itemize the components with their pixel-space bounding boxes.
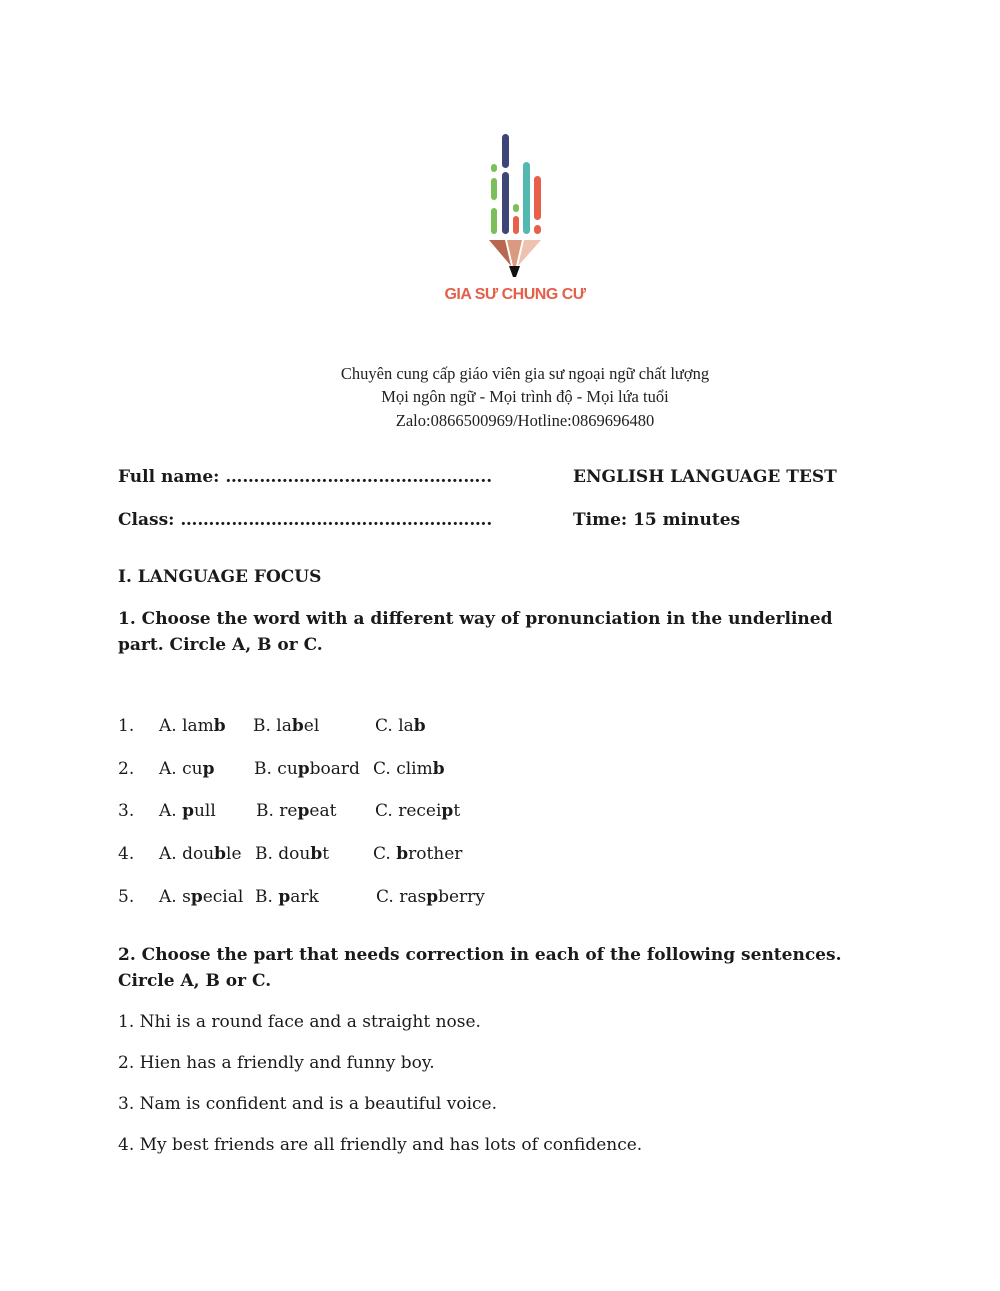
sentence-item: 1. Nhi is a round face and a straight nose. xyxy=(118,1012,481,1032)
class-field: Class: ………………………………………………. xyxy=(118,510,493,530)
question-number: 3. xyxy=(118,801,135,821)
option-b[interactable]: B. cupboard xyxy=(254,759,360,779)
question-number: 2. xyxy=(118,759,135,779)
time-limit: Time: 15 minutes xyxy=(573,510,741,530)
option-a[interactable]: A. special xyxy=(159,887,244,907)
option-c[interactable]: C. brother xyxy=(373,844,463,864)
option-b[interactable]: B. park xyxy=(255,887,319,907)
option-b[interactable]: B. label xyxy=(253,716,320,736)
option-c[interactable]: C. receipt xyxy=(375,801,461,821)
option-a[interactable]: A. double xyxy=(159,844,242,864)
sentence-item: 4. My best friends are all friendly and has lots of confidence. xyxy=(118,1135,643,1155)
contact-info: Zalo:0866500969/Hotline:0869696480 xyxy=(395,411,655,430)
option-a[interactable]: A. pull xyxy=(159,801,216,821)
test-title: ENGLISH LANGUAGE TEST xyxy=(573,467,837,487)
question-number: 5. xyxy=(118,887,135,907)
sentence-item: 3. Nam is confident and is a beautiful voice. xyxy=(118,1094,498,1114)
option-a[interactable]: A. lamb xyxy=(159,716,226,736)
brand-name: GIA SƯ CHUNG CƯ xyxy=(444,286,586,303)
option-b[interactable]: B. doubt xyxy=(255,844,330,864)
question-number: 4. xyxy=(118,844,135,864)
exercise-2-instruction: 2. Choose the part that needs correction in each of the following sentences. Circle A, B or C. xyxy=(118,945,842,991)
question-number: 1. xyxy=(118,716,135,736)
option-c[interactable]: C. raspberry xyxy=(376,887,485,907)
sentence-item: 2. Hien has a friendly and funny boy. xyxy=(118,1053,435,1073)
option-c[interactable]: C. climb xyxy=(373,759,445,779)
exercise-1-instruction: 1. Choose the word with a different way of pronunciation in the underlined part. Circle A, B or C. xyxy=(118,609,833,655)
tagline: Chuyên cung cấp giáo viên gia sư ngoại ngữ chất lượng xyxy=(340,364,710,383)
option-b[interactable]: B. repeat xyxy=(256,801,337,821)
full-name-field: Full name: ……………………………………….. xyxy=(118,467,493,487)
section-title: I. LANGUAGE FOCUS xyxy=(118,567,322,587)
option-c[interactable]: C. lab xyxy=(375,716,426,736)
option-a[interactable]: A. cup xyxy=(159,759,215,779)
gia-su-chung-cu-logo xyxy=(478,128,560,282)
tagline-levels: Mọi ngôn ngữ - Mọi trình độ - Mọi lứa tuổi xyxy=(381,387,669,406)
